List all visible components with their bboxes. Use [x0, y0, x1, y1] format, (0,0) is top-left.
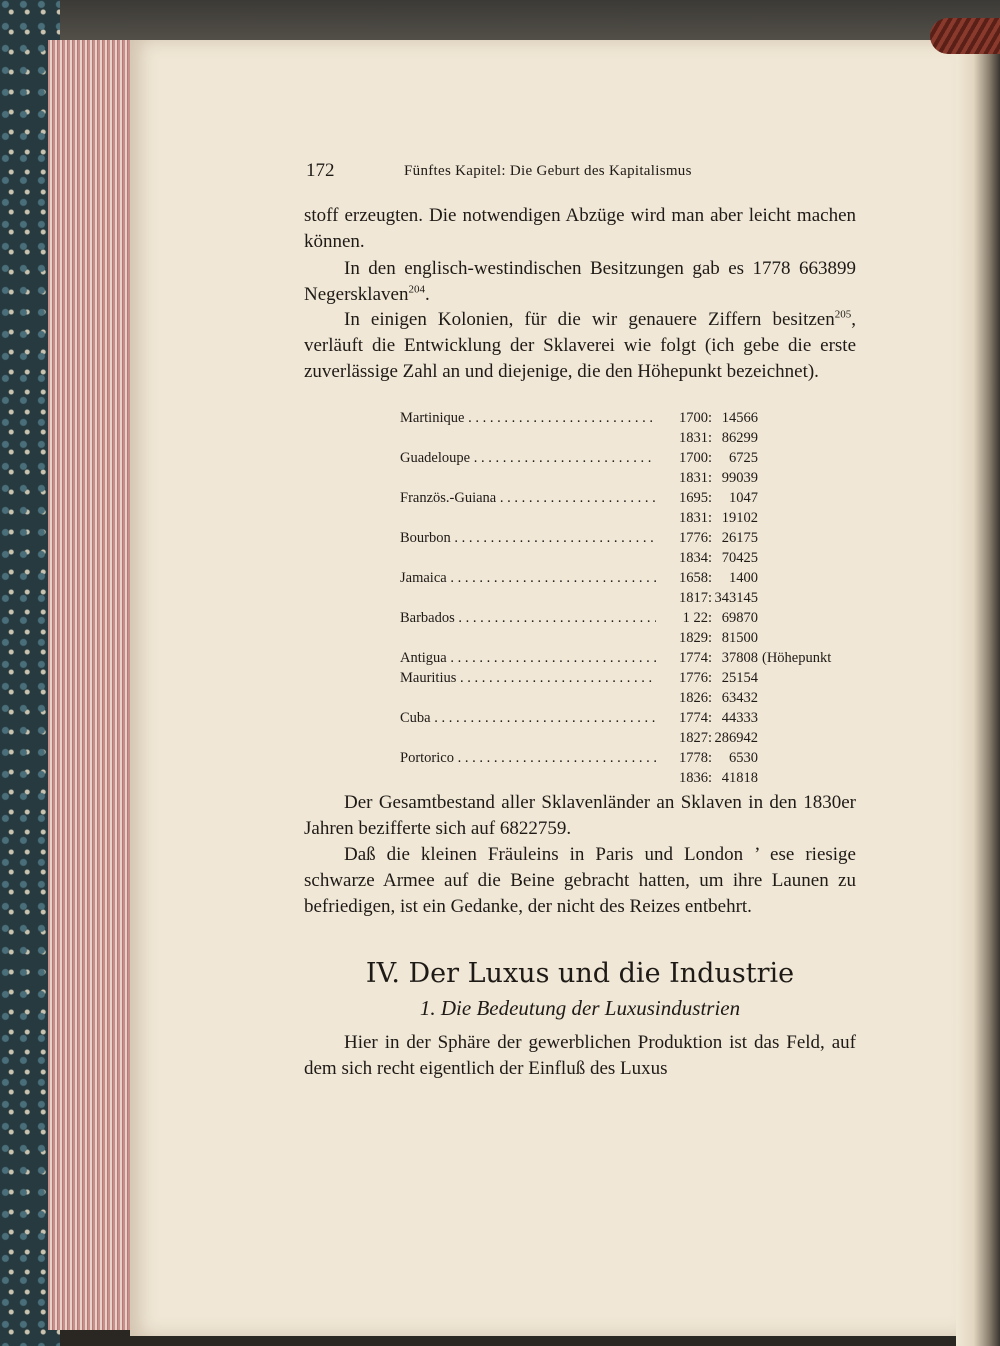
page-number: 172 [306, 160, 335, 181]
value-cell: 41818 [721, 770, 758, 786]
year-cell: 1778: [678, 750, 712, 766]
table-row [400, 750, 860, 770]
year-cell: 1831: [678, 470, 712, 486]
year-cell: 1826: [678, 690, 712, 706]
paragraph-4 [304, 790, 856, 842]
colony-name: Jamaica . . . [400, 570, 656, 587]
value-cell: 286942 [714, 730, 758, 746]
table-row [400, 610, 860, 630]
value-cell: 44333 [721, 710, 758, 726]
value-cell: 1400 [729, 570, 758, 586]
value-cell: 69870 [721, 610, 758, 626]
year-cell: 1831: [678, 430, 712, 446]
year-cell: 1700: [678, 410, 712, 426]
paragraph-6-text: Hier in der Sphäre der gewerblichen Produktion ist das Feld, auf dem sich recht eigentlich der Einfluß des Luxus [304, 1032, 856, 1079]
table-row [400, 450, 860, 470]
paragraph-5 [304, 842, 856, 920]
year-cell: 1695: [678, 490, 712, 506]
table-row [400, 690, 860, 710]
value-cell: 37808 [721, 650, 758, 666]
footnote-ref-204[interactable]: 204 [408, 283, 425, 296]
paragraph-6 [304, 1030, 856, 1082]
colony-name: Bourbon . . . [400, 530, 656, 547]
footnote-ref-205[interactable]: 205 [834, 308, 852, 321]
paragraph-3-text [304, 307, 856, 385]
table-row [400, 630, 860, 650]
value-cell: 6725 [729, 450, 758, 466]
table-row [400, 730, 860, 750]
colony-name: Mauritius . . . [400, 670, 656, 687]
paragraph-3 [304, 307, 856, 385]
paragraph-5-text: Daß die kleinen Fräuleins in Paris und London ’ ese riesige schwarze Armee auf die Beine gebracht hatten, um ihre Launen zu befriedigen, ist ein Gedanke, der nicht des Reizes entbehrt. [304, 844, 856, 917]
year-cell: 1836: [678, 770, 712, 786]
table-row [400, 550, 860, 570]
table-row [400, 570, 860, 590]
table-row [400, 710, 860, 730]
colony-name: Portorico . . . [400, 750, 656, 767]
year-cell: 1658: [678, 570, 712, 586]
paragraph-2-text [304, 256, 856, 308]
paragraph-4-text: Der Gesamtbestand aller Sklavenländer an Sklaven in den 1830er Jahren bezifferte sich auf 6822759. [304, 792, 856, 839]
value-cell: 19102 [721, 510, 758, 526]
value-cell: 343145 [714, 590, 758, 606]
value-cell: 26175 [721, 530, 758, 546]
paragraph-2 [304, 256, 856, 308]
year-cell: 1829: [678, 630, 712, 646]
value-cell: 81500 [721, 630, 758, 646]
section-heading: IV. Der Luxus und die Industrie [365, 958, 795, 989]
value-cell: 25154 [721, 670, 758, 686]
year-cell: 1776: [678, 530, 712, 546]
page-edges [48, 40, 138, 1330]
value-cell: 14566 [721, 410, 758, 426]
book-gutter [956, 40, 1000, 1346]
year-cell: 1831: [678, 510, 712, 526]
year-cell: 1834: [678, 550, 712, 566]
colony-name: Martinique . . . [400, 410, 656, 427]
slave-population-table [400, 410, 860, 790]
paragraph-1 [304, 203, 856, 255]
value-cell: 86299 [721, 430, 758, 446]
colony-name: Barbados . . . [400, 610, 656, 627]
colony-name: Französ.-Guiana . . . [400, 490, 656, 507]
section-subheading: 1. Die Bedeutung der Luxusindustrien [419, 996, 741, 1020]
table-row [400, 670, 860, 690]
colony-name: Antigua . . . [400, 650, 656, 667]
table-row [400, 470, 860, 490]
table-row [400, 590, 860, 610]
value-cell: 99039 [721, 470, 758, 486]
table-row [400, 410, 860, 430]
paragraph-1-text: stoff erzeugten. Die notwendigen Abzüge wird man aber leicht machen können. [304, 205, 856, 252]
value-cell: 63432 [721, 690, 758, 706]
year-cell: 1776: [678, 670, 712, 686]
running-title: Fünftes Kapitel: Die Geburt des Kapitalismus [404, 163, 692, 179]
year-cell: 1827: [678, 730, 712, 746]
table-row [400, 770, 860, 790]
table-row [400, 530, 860, 550]
year-cell: 1774: [678, 650, 712, 666]
paragraph-2-end: . [424, 284, 430, 305]
value-cell: 6530 [729, 750, 758, 766]
page-header [306, 160, 856, 184]
paragraph-3-end: , verläuft die Entwicklung der Sklaverei wie folgt (ich gebe die erste zuverlässige Zahl an und diejenige, die den Höhepunkt bezeichnet). [304, 309, 856, 382]
note-cell: (Höhepunkt [762, 650, 832, 666]
bookmark-ribbon [930, 18, 1000, 54]
table-row [400, 650, 860, 670]
year-cell: 1817: [678, 590, 712, 606]
table-row [400, 430, 860, 450]
table-row [400, 490, 860, 510]
colony-name: Guadeloupe . . . [400, 450, 656, 467]
book-cover-top [0, 0, 1000, 44]
table-row [400, 510, 860, 530]
year-cell: 1 22: [682, 610, 712, 626]
paragraph-3-start: In einigen Kolonien, für die wir genauere Ziffern besitzen [344, 309, 835, 330]
paragraph-2-body: In den englisch-westindischen Besitzungen gab es 1778 663899 Negersklaven [304, 258, 856, 305]
value-cell: 70425 [721, 550, 758, 566]
colony-name: Cuba . . . [400, 710, 656, 727]
value-cell: 1047 [729, 490, 758, 506]
year-cell: 1774: [678, 710, 712, 726]
year-cell: 1700: [678, 450, 712, 466]
